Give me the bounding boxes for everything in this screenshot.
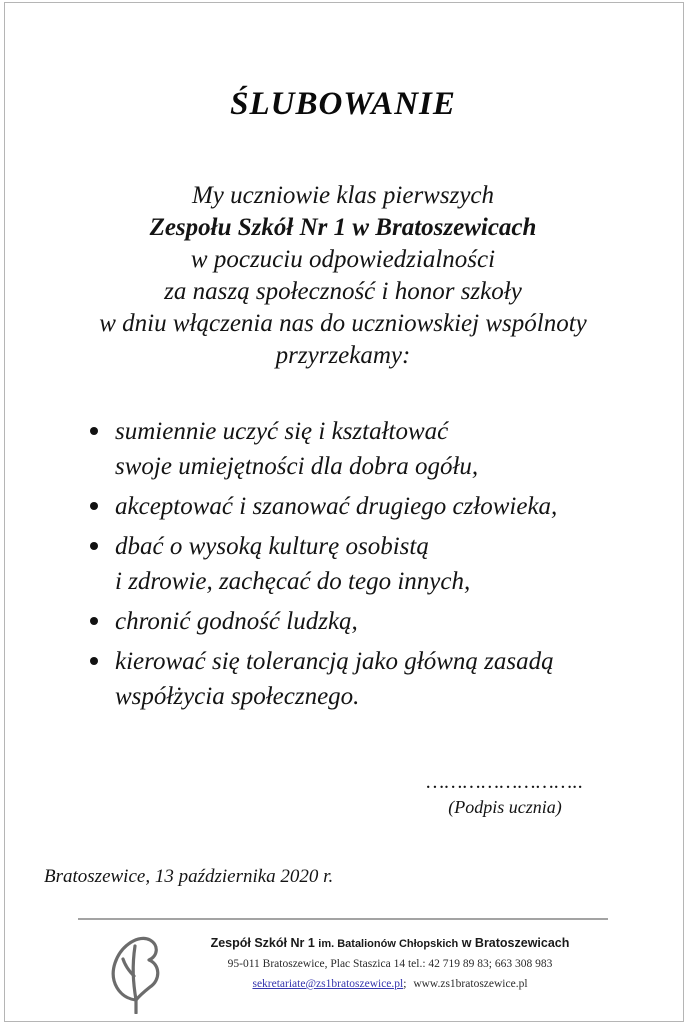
pledge-title: ŚLUBOWANIE bbox=[230, 86, 456, 122]
school-address: 95-011 Bratoszewice, Plac Staszica 14 tel.: 42 719 89 83; 663 308 983 bbox=[227, 958, 553, 970]
contact-line bbox=[168, 975, 612, 994]
pledge-line: kierować się tolerancją jako główną zasadą bbox=[115, 648, 554, 675]
school-name-patron: im. Batalionów Chłopskich bbox=[318, 938, 459, 950]
pledge-line: swoje umiejętności dla dobra ogółu, bbox=[115, 453, 479, 480]
leaf-b-monogram-icon bbox=[104, 930, 172, 1014]
intro-line: w poczuciu odpowiedzialności bbox=[190, 246, 496, 273]
pledge-item bbox=[88, 414, 660, 484]
footer-divider bbox=[78, 918, 608, 920]
pledge-item bbox=[88, 489, 660, 524]
school-name bbox=[168, 934, 612, 954]
pledge-intro bbox=[20, 180, 666, 372]
website-text: www.zs1bratoszewice.pl bbox=[413, 978, 528, 990]
pledge-line: akceptować i szanować drugiego człowieka, bbox=[115, 493, 558, 520]
signature-dotted-line: …………………….. bbox=[426, 771, 584, 793]
intro-line: przyrzekamy: bbox=[275, 342, 411, 369]
pledge-list bbox=[88, 414, 660, 719]
pledge-line: i zdrowie, zachęcać do tego innych, bbox=[115, 568, 471, 595]
date-line: Bratoszewice, 13 października 2020 r. bbox=[44, 866, 334, 887]
pledge-line: dbać o wysoką kulturę osobistą bbox=[115, 533, 429, 560]
intro-line: w dniu włączenia nas do uczniowskiej wspólnoty bbox=[99, 310, 587, 337]
pledge-line: współżycia społecznego. bbox=[115, 683, 360, 710]
school-name-town: w Bratoszewicach bbox=[461, 936, 570, 950]
pledge-item bbox=[88, 529, 660, 599]
signature-caption: (Podpis ucznia) bbox=[448, 797, 562, 817]
pledge-item bbox=[88, 644, 660, 714]
signature-block bbox=[399, 770, 611, 820]
contact-separator: ; bbox=[403, 978, 407, 990]
pledge-line: sumiennie uczyć się i kształtować bbox=[115, 418, 449, 445]
pledge-item bbox=[88, 604, 660, 639]
intro-line: za naszą społeczność i honor szkoły bbox=[164, 278, 522, 305]
pledge-line: chronić godność ludzką, bbox=[115, 608, 358, 635]
school-name-main: Zespół Szkół Nr 1 bbox=[210, 936, 315, 950]
email-link[interactable]: sekretariate@zs1bratoszewice.pl bbox=[252, 978, 404, 990]
intro-line: My uczniowie klas pierwszych bbox=[191, 182, 495, 209]
intro-line-school-name: Zespołu Szkół Nr 1 w Bratoszewicach bbox=[149, 214, 537, 241]
footer-info bbox=[168, 934, 612, 994]
